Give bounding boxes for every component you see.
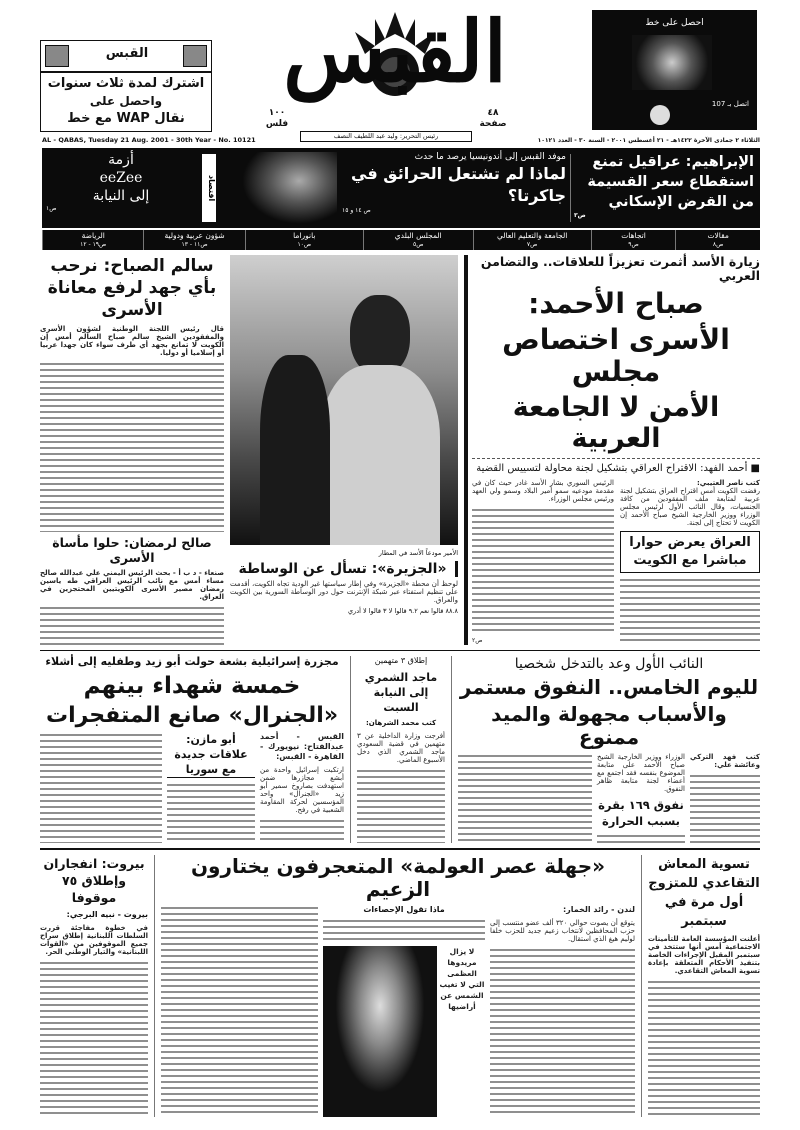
jazeera-body: لوحظ أن محطة «الجزيرة» وفي إطار سياستها غير الودية تجاه الكويت، أقدمت على تنظيم استفتاء عبر شبكة الإنترنت حول دور الوساطة السورية بين الكويت والعراق. (230, 580, 458, 605)
byline: كتب فهد التركي وعائشة علي: (690, 753, 760, 770)
pages-value: ٤٨ (487, 108, 499, 118)
section-page: ص٩ (628, 241, 639, 248)
economy-label: اقتصاد (202, 154, 216, 222)
lead-box[interactable]: العراق يعرض حوارا مباشرا مع الكويت (620, 531, 760, 573)
pull-quote: لا يزال مريدوها العظمى التي لا تغيب الشمس عن أراضيها (439, 946, 485, 1011)
ad-bottom: اتصل بـ 107 (711, 100, 749, 108)
banner-line: أزمة (108, 152, 134, 168)
lead-subhead: ■ أحمد الفهد: الاقتراح العراقي بتشكيل لجنة محاولة لتسييس القضية (472, 458, 760, 475)
section-page: ص٨ (712, 241, 724, 248)
company-logo-icon (650, 105, 670, 125)
phone-icon (45, 45, 69, 67)
english-date: AL - QABAS, Tuesday 21 Aug. 2001 - 30th Year - No. 10121 (42, 136, 256, 144)
section-page: ص١٠ (297, 241, 312, 248)
pension-story[interactable] (648, 855, 760, 1117)
top-banner (42, 148, 760, 228)
section-label: اتجاهات (621, 231, 646, 240)
arabic-date: الثلاثاء ٢ جمادى الآخرة ١٤٢٢هـ - ٢١ أغسطس ٢٠٠١ - السنة ٣٠ - العدد ١٠١٢١ (537, 137, 760, 144)
section-label: المجلس البلدي (394, 231, 442, 240)
byline: لندن - رائد الخمار: (562, 904, 635, 914)
banner-story-eezee[interactable] (46, 151, 196, 213)
ad-line: اشترك لمدة ثلاث سنوات (47, 76, 205, 91)
price-unit: فلس (265, 119, 289, 129)
byline: كتب محمد الشرهان: (365, 719, 437, 727)
banner-headline: الإبراهيم: عراقيل تمنع استقطاع سعر القسيمة من القرض الإسكاني (587, 154, 754, 210)
power-story[interactable] (458, 656, 760, 843)
section-link[interactable] (675, 230, 760, 250)
gaza-body: ارتكبت إسرائيل واحدة من أبشع مجازرها ضمن استهدفت بصاروخ سمير أبو زيد «الجنرال» واحد المؤسسين لحركة المقاومة الشعبية في رفح. (260, 766, 344, 815)
page-ref: ص٢ (472, 637, 483, 644)
gaza-kicker: مجزرة إسرائيلية بشعة حولت أبو زيد وطفليه إلى أشلاء (45, 655, 339, 668)
pension-headline: تسوية المعاش التقاعدي للمتزوج أول مرة في سبتمبر (648, 856, 760, 929)
power-kicker: النائب الأول وعد بالتدخل شخصيا (514, 656, 704, 672)
globalization-story[interactable] (161, 855, 635, 1117)
section-page: ص١١ - ١٣ (181, 241, 208, 248)
shamri-kicker: إطلاق ٣ متهمين (374, 656, 428, 665)
emir-assad-photo (230, 255, 458, 545)
globalization-body: يتوقع أن يصوت حوالي ٣٢٠ ألف عضو منتسب إلى حزب المحافظين لانتخاب زعيم جديد للحزب خلفا لوليم هيغ الذي استقال. (490, 918, 635, 943)
banner-story-ibrahim[interactable] (574, 152, 754, 220)
main-content (40, 255, 760, 1117)
page-count (478, 108, 508, 130)
power-box[interactable]: نفوق ١٦٩ بقرة بسبب الحرارة (598, 798, 684, 829)
lead-kicker: زيارة الأسد أثمرت تعزيزاً للعلاقات.. والتضامن العربي (480, 254, 760, 284)
lead-body: الرئيس السوري بشار الأسد غادر حيث كان في مقدمة مودعيه سمو أمير البلاد وسمو ولي العهد ورئيس مجلس الوزراء. (472, 479, 614, 504)
beirut-story[interactable] (40, 855, 148, 1117)
banner-line: إلى النيابة (92, 188, 150, 204)
page-ref: ص ١٤ و ١٥ (342, 207, 371, 214)
jazeera-poll: ٨٨.٨ قالوا نعم ٩.٢ قالوا لا ٣ قالوا لا أدري (347, 607, 458, 616)
shamri-story[interactable] (357, 656, 445, 843)
gaza-headline: خمسة شهداء بينهم (83, 672, 301, 699)
pages-unit: صفحة (479, 119, 507, 129)
section-link[interactable] (143, 230, 244, 250)
globalization-headline: «جهلة عصر العولمة» المتعجرفون يختارون الزعيم (190, 853, 606, 901)
lead-body-col-left (472, 479, 614, 503)
beirut-headline: بيروت: انفجاران وإطلاق ٧٥ موقوفا (43, 855, 145, 905)
right-ad[interactable] (592, 10, 757, 130)
gaza-box[interactable]: أبو مازن: علاقات جديدة مع سوريا (167, 732, 255, 778)
ad-line: واحصل على (89, 94, 163, 108)
jazeera-headline: «الجزيرة»: تسأل عن الوساطة (230, 561, 458, 577)
ad-line: نقال WAP مع خط (67, 111, 185, 126)
ad-brand: القبس (105, 46, 149, 61)
photo-caption: الأمير مودعاً الأسد في المطار (378, 549, 458, 557)
saleh-body: صنعاء - د ب أ - بحث الرئيس اليمني علي عبدالله صالح مساء أمس مع نائب الرئيس العراقي طه ياسين رمضان مصير الأسرى الكويتيين المحتجزين في العراق. (40, 569, 224, 601)
section-label: بانوراما (293, 231, 316, 240)
lead-body-col-right (620, 479, 760, 527)
section-label: مقالات (707, 231, 729, 240)
lead-headline: الأمن لا الجامعة العربية (512, 392, 720, 455)
section-page: ص٧ (526, 241, 538, 248)
beirut-body: في خطوة مفاجئة قررت السلطات اللبنانية إطلاق سراح جميع الموقوفين من «القوات اللبنانية» والتيار الوطني الحر. (40, 923, 148, 956)
saluting-man-photo (242, 152, 337, 224)
price (262, 108, 292, 130)
banner-kicker: موفد القبس إلى أندونيسيا يرصد ما حدث (414, 152, 566, 162)
page-ref: ص١ (46, 205, 57, 212)
lead-story[interactable] (464, 255, 760, 645)
salem-headline: سالم الصباح: نرحب بأي جهد لرفع معاناة الأسرى (47, 256, 217, 320)
section-label: الرياضة (81, 231, 105, 240)
power-headline: لليوم الخامس.. النفوق مستمر (459, 675, 759, 700)
section-label: الجامعة والتعليم العالي (496, 231, 568, 240)
shamri-headline: ماجد الشمري إلى النيابة السبت (364, 671, 438, 714)
logo-text: القبس (283, 2, 507, 101)
politician-photo (323, 946, 437, 1117)
lead-headline: صباح الأحمد: (528, 286, 704, 320)
editor-in-chief: رئيس التحرير: وليد عبد اللطيف النصف (300, 131, 472, 142)
power-headline: والأسباب مجهولة والميد ممنوع (491, 702, 727, 750)
lead-headline: الأسرى اختصاص مجلس (502, 322, 730, 389)
section-link[interactable] (42, 230, 143, 250)
banner-line: eeZee (99, 170, 143, 186)
section-link[interactable] (591, 230, 676, 250)
section-page: ص٥ (412, 241, 424, 248)
salem-story[interactable] (40, 255, 224, 645)
byline: القبس - أحمد عبدالفتاح: نيويورك - القاهرة - القبس: (260, 732, 344, 762)
section-page: ص١٩ - ١٢ (80, 241, 107, 248)
lead-body: رفضت الكويت أمس اقتراح العراق بتشكيل لجنة عربية لمتابعة ملف المفقودين من كافة الجنسيات، وقال النائب الأول لرئيس مجلس الوزراء ووزير الخارجية الشيخ صباح الأحمد إن الكويت لا تحتاج إلى لجنة. (620, 487, 760, 528)
saleh-headline: صالح لرمضان: حلوا مأساة الأسرى (52, 535, 212, 565)
banner-story-jakarta[interactable] (342, 151, 566, 215)
pension-body: أعلنت المؤسسة العامة للتأمينات الاجتماعية أمس أنها ستتخذ في سبتمبر المقبل الإجراءات الخاصة بتنفيذ الأحكام المتعلقة بإعادة تسوية المعاش التقاعدي. (648, 934, 760, 975)
phone-icon (183, 45, 207, 67)
gaza-story[interactable] (40, 656, 344, 843)
section-link[interactable] (245, 230, 363, 250)
jazeera-story[interactable] (230, 561, 458, 616)
lead-subhead-text: أحمد الفهد: الاقتراح العراقي بتشكيل لجنة محاولة لتسييس القضية (476, 463, 748, 475)
section-link[interactable] (473, 230, 591, 250)
price-value: ١٠٠ (268, 108, 286, 118)
section-link[interactable] (363, 230, 473, 250)
subscribe-ad[interactable] (40, 40, 212, 132)
ad-top: احصل على خط (645, 18, 704, 28)
power-body: الوزراء ووزير الخارجية الشيخ صباح الأحمد على متابعة الموضوع بنفسه فقد اجتمع مع أعضاء لجنة متابعة ظاهر النفوق. (597, 753, 685, 794)
banner-headline: لماذا لم تشتعل الحرائق في جاكرتا؟ (351, 164, 566, 205)
ad-artwork-icon (632, 35, 712, 90)
gaza-headline: «الجنرال» صانع المتفجرات (45, 703, 339, 729)
globalization-subhead: ماذا تقول الإحصاءات (363, 904, 445, 914)
byline: كتب ناصر العتيبي: (696, 479, 760, 488)
page-ref: ص٣ (574, 212, 586, 219)
shamri-body: أفرجت وزارة الداخلية عن ٣ متهمين في قضية السعودي ماجد الشمري الذي دخل الأسبوع الماضي. (357, 732, 445, 764)
sections-bar (42, 230, 760, 250)
byline: بيروت - نبيه البرجي: (66, 909, 148, 919)
salem-body: قال رئيس اللجنة الوطنية لشؤون الأسرى والمفقودين الشيخ سالم صباح السالم أمس إن الكويت لا تمانع بجهد أي طرف سواء كان جهدا عربيا أو إسلاميا أو دوليا. (40, 325, 224, 357)
section-label: شؤون عربية ودولية (164, 231, 225, 240)
